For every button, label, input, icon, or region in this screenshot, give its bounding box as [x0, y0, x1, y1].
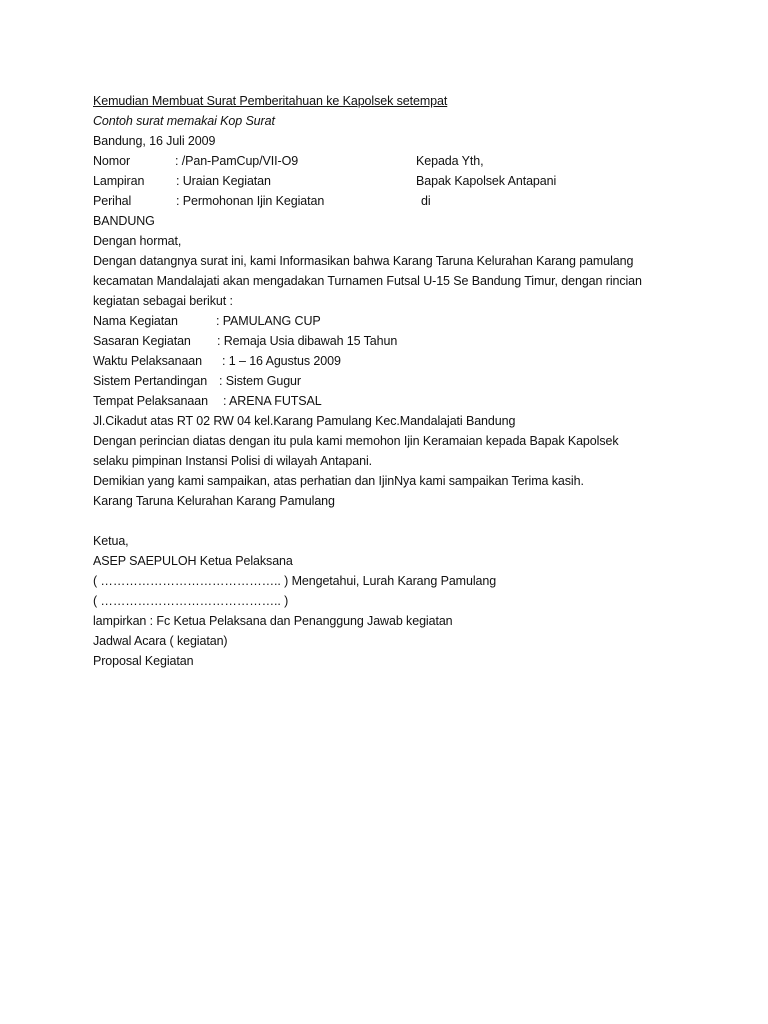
- signature-line: ( …………………………………….. ) Mengetahui, Lurah Karang Pamulang: [93, 574, 497, 588]
- lampiran-value: : Uraian Kegiatan: [176, 174, 271, 188]
- detail-row: [93, 331, 733, 351]
- detail-value: : PAMULANG CUP: [216, 314, 321, 328]
- detail-row: [93, 391, 733, 411]
- kepada-yth: Kepada Yth,: [416, 154, 484, 168]
- detail-value: : Remaja Usia dibawah 15 Tahun: [217, 334, 398, 348]
- recipient: Bapak Kapolsek Antapani: [416, 174, 557, 188]
- detail-value: : Sistem Gugur: [219, 374, 301, 388]
- signature-line: ( …………………………………….. ): [93, 594, 289, 608]
- recipient-di: di: [421, 194, 431, 208]
- venue-address: Jl.Cikadut atas RT 02 RW 04 kel.Karang Pamulang Kec.Mandalajati Bandung: [93, 414, 516, 428]
- detail-label: Nama Kegiatan: [93, 314, 178, 328]
- detail-row: [93, 371, 733, 391]
- letterhead-note: Contoh surat memakai Kop Surat: [93, 114, 275, 128]
- body-line: kegiatan sebagai berikut :: [93, 294, 233, 308]
- detail-value: : 1 – 16 Agustus 2009: [222, 354, 341, 368]
- nomor-value: : /Pan-PamCup/VII-O9: [175, 154, 299, 168]
- attachment-line: lampirkan : Fc Ketua Pelaksana dan Penanggung Jawab kegiatan: [93, 614, 453, 628]
- nomor-label: Nomor: [93, 154, 131, 168]
- detail-label: Waktu Pelaksanaan: [93, 354, 203, 368]
- perihal-row: [93, 191, 733, 211]
- place-date: Bandung, 16 Juli 2009: [93, 134, 216, 148]
- body-line: selaku pimpinan Instansi Polisi di wilayah Antapani.: [93, 454, 372, 468]
- nomor-row: [93, 151, 733, 171]
- body-line: kecamatan Mandalajati akan mengadakan Turnamen Futsal U-15 Se Bandung Timur, dengan rincian: [93, 274, 642, 288]
- attachment-line: Jadwal Acara ( kegiatan): [93, 634, 228, 648]
- body-line: Demikian yang kami sampaikan, atas perhatian dan IjinNya kami sampaikan Terima kasih.: [93, 474, 584, 488]
- perihal-label: Perihal: [93, 194, 132, 208]
- detail-label: Sistem Pertandingan: [93, 374, 208, 388]
- detail-value: : ARENA FUTSAL: [223, 394, 322, 408]
- signer-name: ASEP SAEPULOH Ketua Pelaksana: [93, 554, 293, 568]
- body-line: Dengan perincian diatas dengan itu pula kami memohon Ijin Keramaian kepada Bapak Kapolsek: [93, 434, 619, 448]
- document-title: Kemudian Membuat Surat Pemberitahuan ke Kapolsek setempat: [93, 94, 448, 108]
- perihal-value: : Permohonan Ijin Kegiatan: [176, 194, 325, 208]
- body-line: Dengan datangnya surat ini, kami Informasikan bahwa Karang Taruna Kelurahan Karang pamulang: [93, 254, 634, 268]
- letter-document: [93, 91, 733, 671]
- detail-row: [93, 311, 733, 331]
- detail-row: [93, 351, 733, 371]
- greeting: Dengan hormat,: [93, 234, 182, 248]
- detail-label: Tempat Pelaksanaan: [93, 394, 208, 408]
- lampiran-row: [93, 171, 733, 191]
- spacer: [93, 511, 733, 531]
- organization-name: Karang Taruna Kelurahan Karang Pamulang: [93, 494, 335, 508]
- ketua-label: Ketua,: [93, 534, 129, 548]
- detail-label: Sasaran Kegiatan: [93, 334, 191, 348]
- lampiran-label: Lampiran: [93, 174, 145, 188]
- attachment-line: Proposal Kegiatan: [93, 654, 194, 668]
- recipient-city: BANDUNG: [93, 214, 155, 228]
